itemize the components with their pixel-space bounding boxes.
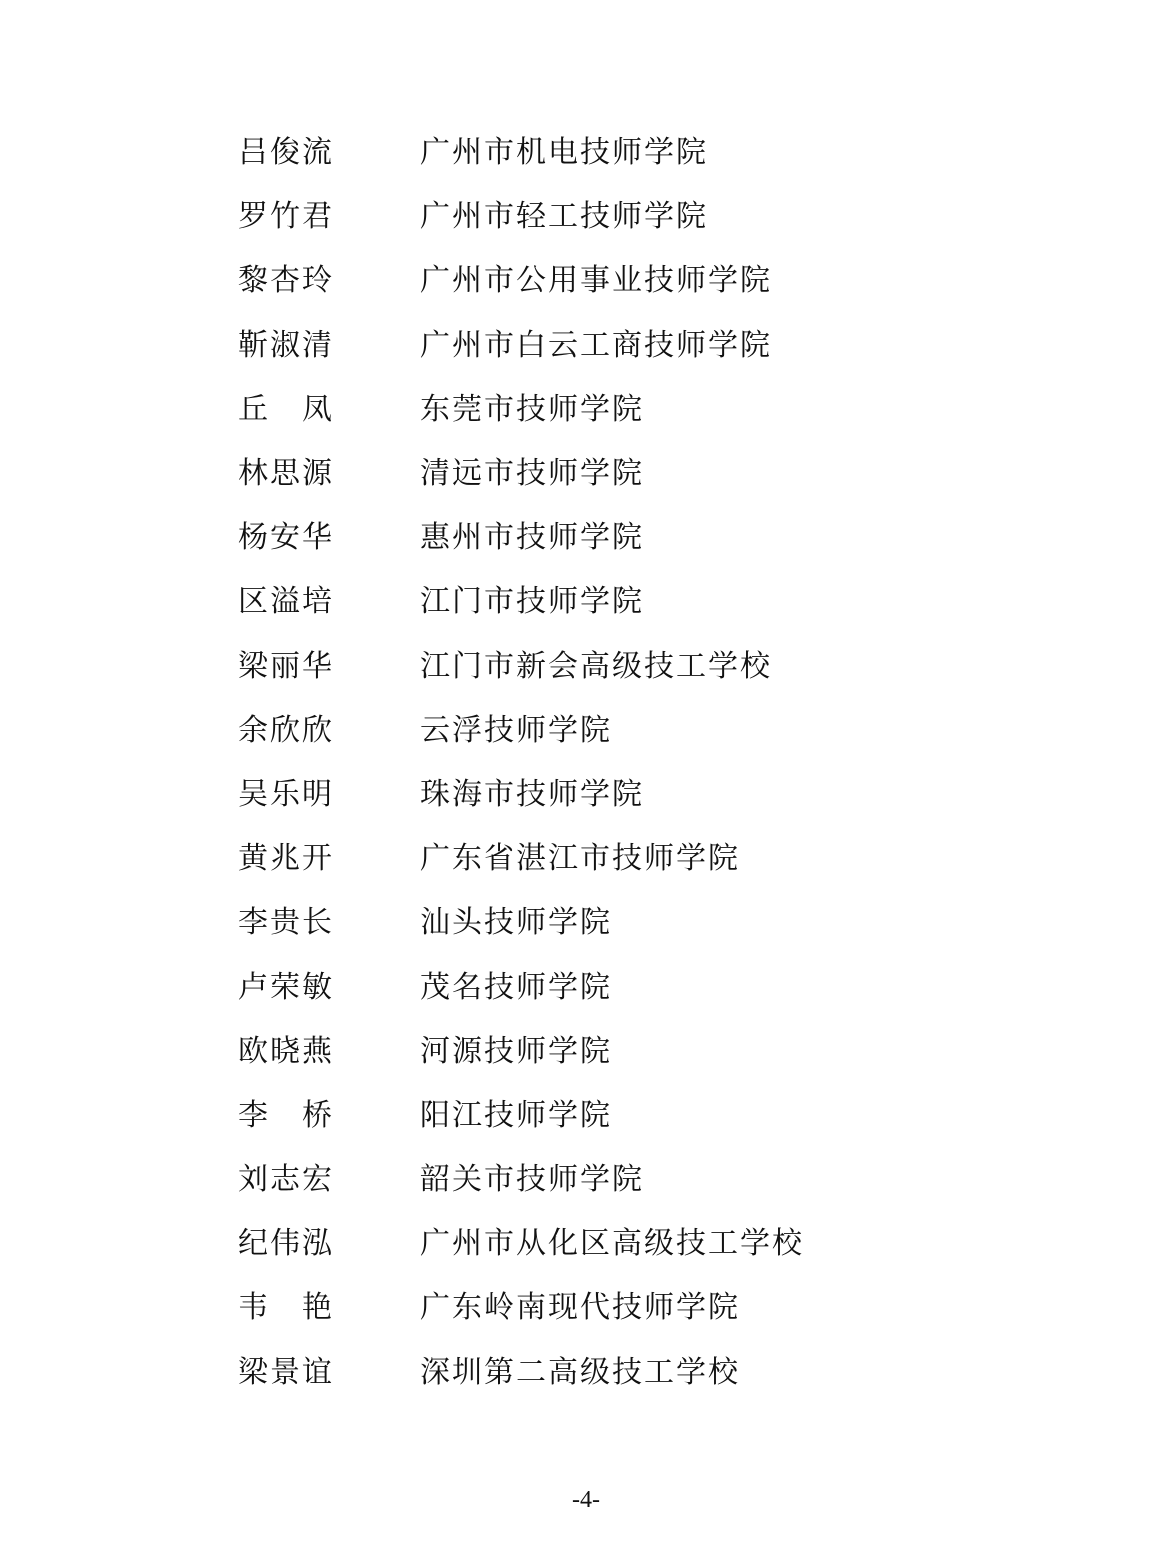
person-name: 丘 凤 [238, 391, 334, 427]
list-item [238, 1276, 804, 1340]
list-item [238, 1020, 804, 1084]
person-name: 黄兆开 [238, 841, 334, 877]
list-item [238, 1084, 804, 1148]
list-item [238, 763, 804, 827]
institution-name: 广东省湛江市技师学院 [420, 841, 740, 877]
page-number: -4- [572, 1487, 600, 1513]
list-item [238, 699, 804, 763]
institution-name: 江门市技师学院 [420, 584, 644, 620]
institution-name: 江门市新会高级技工学校 [420, 648, 772, 684]
institution-name: 河源技师学院 [420, 1033, 612, 1069]
institution-name: 清远市技师学院 [420, 456, 644, 492]
list-item [238, 1212, 804, 1276]
person-name: 靳淑清 [238, 327, 334, 363]
person-name: 卢荣敏 [238, 969, 334, 1005]
institution-name: 茂名技师学院 [420, 969, 612, 1005]
person-name: 罗竹君 [238, 199, 334, 235]
institution-name: 广州市白云工商技师学院 [420, 327, 772, 363]
list-item [238, 249, 804, 313]
institution-name: 广州市机电技师学院 [420, 135, 708, 171]
person-name: 韦 艳 [238, 1290, 334, 1326]
list-item [238, 635, 804, 699]
institution-name: 广州市从化区高级技工学校 [420, 1226, 804, 1262]
person-name: 李贵长 [238, 905, 334, 941]
person-name: 区溢培 [238, 584, 334, 620]
institution-name: 深圳第二高级技工学校 [420, 1354, 740, 1390]
list-item [238, 378, 804, 442]
person-name: 梁丽华 [238, 648, 334, 684]
person-name: 黎杏玲 [238, 263, 334, 299]
name-list [238, 121, 804, 1405]
person-name: 梁景谊 [238, 1354, 334, 1390]
person-name: 余欣欣 [238, 712, 334, 748]
person-name: 杨安华 [238, 520, 334, 556]
list-item [238, 314, 804, 378]
institution-name: 惠州市技师学院 [420, 520, 644, 556]
institution-name: 广州市公用事业技师学院 [420, 263, 772, 299]
institution-name: 云浮技师学院 [420, 712, 612, 748]
person-name: 吕俊流 [238, 135, 334, 171]
person-name: 欧晓燕 [238, 1033, 334, 1069]
list-item [238, 506, 804, 570]
institution-name: 珠海市技师学院 [420, 776, 644, 812]
list-item [238, 827, 804, 891]
list-item [238, 955, 804, 1019]
list-item [238, 1148, 804, 1212]
list-item [238, 442, 804, 506]
person-name: 纪伟泓 [238, 1226, 334, 1262]
list-item [238, 1341, 804, 1405]
institution-name: 广州市轻工技师学院 [420, 199, 708, 235]
list-item [238, 891, 804, 955]
person-name: 李 桥 [238, 1097, 334, 1133]
institution-name: 韶关市技师学院 [420, 1162, 644, 1198]
institution-name: 汕头技师学院 [420, 905, 612, 941]
list-item [238, 570, 804, 634]
person-name: 林思源 [238, 456, 334, 492]
institution-name: 东莞市技师学院 [420, 391, 644, 427]
person-name: 刘志宏 [238, 1162, 334, 1198]
institution-name: 阳江技师学院 [420, 1097, 612, 1133]
institution-name: 广东岭南现代技师学院 [420, 1290, 740, 1326]
person-name: 吴乐明 [238, 776, 334, 812]
list-item [238, 185, 804, 249]
list-item [238, 121, 804, 185]
